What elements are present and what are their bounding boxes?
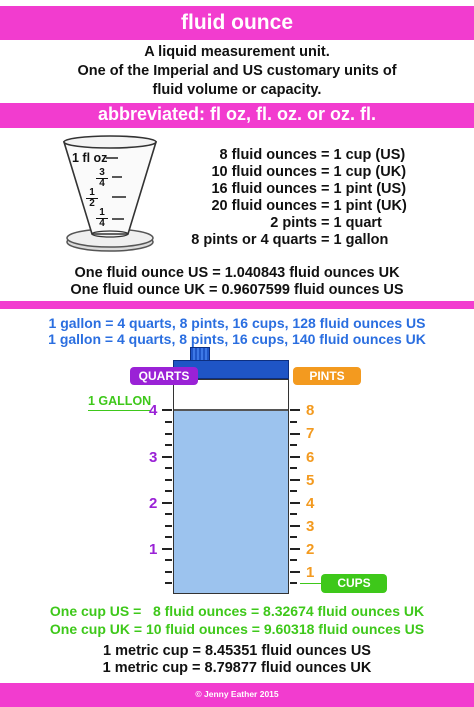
cup-label-quarter: [96, 208, 108, 229]
pint-number: 8: [306, 402, 315, 419]
cup-label-three-quarter: [96, 168, 108, 189]
equivalent-left: 16 fluid ounces: [211, 181, 317, 197]
tick: [290, 571, 300, 573]
abbreviated-text: abbreviated: fl oz, fl. oz. or oz. fl.: [97, 104, 376, 124]
description-line-3: fluid volume or capacity.: [152, 82, 322, 98]
quarts-label: QUARTS: [130, 367, 198, 385]
cup-label-half: [86, 188, 98, 209]
pint-number: 4: [306, 495, 315, 512]
tick: [290, 502, 300, 504]
tick: [290, 433, 300, 435]
tick: [162, 456, 172, 458]
page-title: fluid ounce: [181, 11, 293, 34]
fraction-numerator: 3: [99, 167, 105, 178]
pint-number: 2: [306, 541, 315, 558]
quart-number: 3: [149, 449, 158, 466]
pint-number: 6: [306, 449, 315, 466]
tick: [290, 513, 297, 515]
conversion-uk-to-us: One fluid ounce UK = 0.9607599 fluid ounces US: [70, 282, 404, 298]
tick: [290, 559, 297, 561]
tick: [290, 582, 297, 584]
fraction-numerator: 1: [89, 187, 95, 198]
section-divider: [0, 301, 474, 309]
gallon-line-uk: 1 gallon = 4 quarts, 8 pints, 16 cups, 140 fluid ounces UK: [48, 331, 426, 347]
tick: [290, 409, 300, 411]
equivalent-right: = 1 quart: [321, 215, 382, 231]
pint-number: 5: [306, 472, 315, 489]
gallon-line-us: 1 gallon = 4 quarts, 8 pints, 16 cups, 128 fluid ounces US: [48, 315, 426, 331]
conversion-us-to-uk: One fluid ounce US = 1.040843 fluid ounces UK: [74, 265, 400, 281]
cups-pointer-line: [300, 583, 322, 584]
equivalent-left: 8 pints or 4 quarts: [191, 232, 317, 248]
equivalent-row: [170, 164, 406, 180]
equivalent-left: 8 fluid ounces: [219, 147, 317, 163]
metric-line-uk: 1 metric cup = 8.79877 fluid ounces UK: [102, 660, 372, 676]
tick: [165, 582, 172, 584]
tick: [162, 548, 172, 550]
tick: [290, 525, 300, 527]
equivalent-right: = 1 cup (US): [321, 147, 406, 163]
equivalent-left: 20 fluid ounces: [211, 198, 317, 214]
tick: [290, 456, 300, 458]
tick: [165, 559, 172, 561]
quart-number: 4: [149, 402, 158, 419]
equivalent-right: = 1 pint (UK): [321, 198, 407, 214]
tick: [165, 421, 172, 423]
equivalent-row: [170, 181, 406, 197]
tick: [162, 409, 172, 411]
tick: [290, 444, 297, 446]
equivalent-row: [170, 232, 388, 248]
tick: [165, 490, 172, 492]
description-line-2: One of the Imperial and US customary units of: [77, 63, 397, 79]
tick: [165, 513, 172, 515]
tick: [290, 479, 300, 481]
tick: [165, 433, 172, 435]
tick: [290, 548, 300, 550]
tick: [165, 571, 172, 573]
description-line-1: A liquid measurement unit.: [144, 44, 330, 60]
one-gallon-underline: [88, 410, 150, 411]
jug-liquid: [174, 410, 288, 593]
tick: [165, 467, 172, 469]
tick: [290, 421, 297, 423]
tick: [165, 479, 172, 481]
quart-number: 2: [149, 495, 158, 512]
quart-number: 1: [149, 541, 158, 558]
fraction-denominator: 2: [86, 198, 98, 209]
jug-liquid-line: [174, 409, 288, 411]
tick: [290, 536, 297, 538]
footer-copyright: © Jenny Eather 2015: [195, 689, 279, 699]
pint-number: 3: [306, 518, 315, 535]
equivalent-row: [170, 215, 382, 231]
tick: [165, 444, 172, 446]
equivalent-left: 10 fluid ounces: [211, 164, 317, 180]
equivalent-right: = 1 cup (UK): [321, 164, 407, 180]
fraction-denominator: 4: [96, 218, 108, 229]
equivalent-left: 2 pints: [270, 215, 317, 231]
tick: [162, 502, 172, 504]
equivalent-row: [170, 198, 407, 214]
tick: [290, 490, 297, 492]
fraction-numerator: 1: [99, 207, 105, 218]
one-gallon-label: 1 GALLON: [88, 394, 152, 408]
pint-number: 7: [306, 425, 315, 442]
cups-label: CUPS: [321, 574, 387, 593]
metric-line-us: 1 metric cup = 8.45351 fluid ounces US: [103, 643, 371, 659]
tick: [165, 536, 172, 538]
pint-number: 1: [306, 564, 315, 581]
cup-line-us: One cup US = 8 fluid ounces = 8.32674 fluid ounces UK: [49, 603, 425, 619]
tick: [290, 467, 297, 469]
fraction-denominator: 4: [96, 178, 108, 189]
equivalent-row: [170, 147, 405, 163]
cup-label-1-fl-oz: 1 fl oz: [72, 151, 108, 165]
tick: [165, 525, 172, 527]
equivalent-right: = 1 pint (US): [321, 181, 407, 197]
pints-label: PINTS: [293, 367, 361, 385]
cup-line-uk: One cup UK = 10 fluid ounces = 9.60318 fluid ounces US: [49, 621, 425, 637]
equivalent-right: = 1 gallon: [321, 232, 389, 248]
jug-cap: [190, 347, 210, 361]
